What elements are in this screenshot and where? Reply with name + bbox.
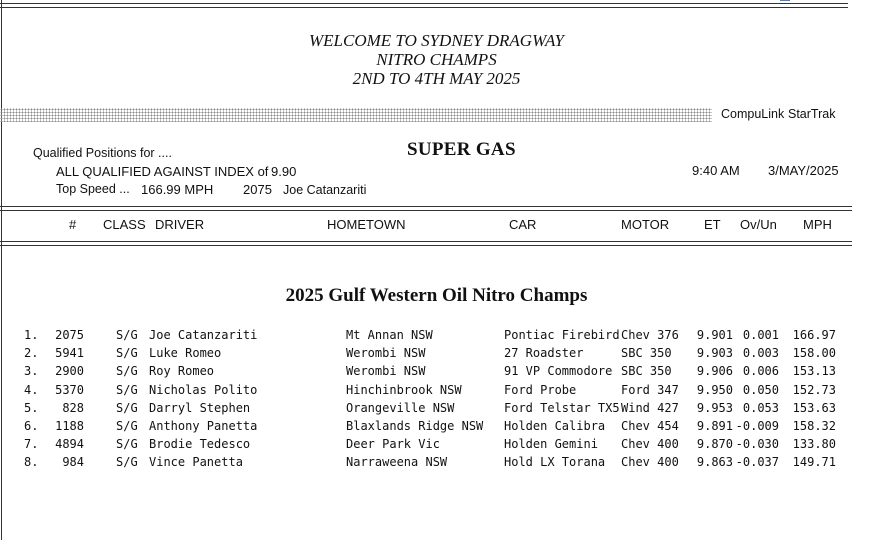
cell-ov-un: 0.053	[742, 400, 779, 415]
brand-compulink: CompuLink	[721, 107, 785, 121]
cell-car: 91 VP Commodore	[504, 364, 613, 379]
cell-car-number: 2900	[55, 364, 84, 379]
col-driver: DRIVER	[155, 217, 205, 232]
cell-position: 2.	[24, 346, 39, 361]
cell-driver: Roy Romeo	[149, 364, 215, 379]
col-ovun: Ov/Un	[740, 217, 777, 232]
report-date: 3/MAY/2025	[768, 163, 839, 178]
cell-et: 9.863	[696, 455, 733, 470]
cell-ov-un: -0.009	[735, 419, 779, 433]
table-row	[0, 364, 873, 382]
cell-mph: 149.71	[792, 455, 836, 470]
cell-motor: Chev 454	[621, 419, 679, 433]
cell-driver: Anthony Panetta	[149, 419, 258, 433]
cell-car: Pontiac Firebird	[504, 328, 620, 342]
col-et: ET	[704, 217, 721, 232]
cell-et: 9.953	[696, 400, 733, 415]
cell-et: 9.906	[696, 364, 733, 379]
index-value: 9.90	[271, 164, 297, 179]
cell-position: 6.	[24, 419, 39, 433]
cell-class: S/G	[116, 364, 138, 379]
cell-driver: Vince Panetta	[149, 455, 243, 470]
cell-position: 8.	[24, 455, 39, 470]
column-header-top-rule-2	[0, 210, 852, 211]
table-row	[0, 346, 873, 364]
table-row	[0, 401, 873, 419]
cell-car-number: 5370	[55, 382, 84, 397]
cell-motor: Chev 400	[621, 437, 679, 452]
col-car: CAR	[509, 217, 537, 232]
cell-position: 4.	[24, 382, 39, 397]
event-title: 2025 Gulf Western Oil Nitro Champs	[285, 285, 588, 306]
cell-hometown: Werombi NSW	[346, 364, 426, 379]
top-speed-value: 166.99 MPH	[141, 182, 214, 197]
cell-class: S/G	[116, 400, 138, 415]
cell-hometown: Werombi NSW	[346, 346, 426, 361]
cell-car-number: 1188	[55, 419, 84, 433]
cell-et: 9.891	[696, 419, 733, 433]
cell-motor: SBC 350	[621, 346, 672, 361]
cell-hometown: Narraweena NSW	[346, 455, 448, 470]
cell-driver: Brodie Tedesco	[149, 437, 251, 452]
col-mph: MPH	[803, 217, 832, 232]
cell-class: S/G	[116, 328, 138, 342]
cell-ov-un: 0.003	[742, 346, 779, 361]
cell-hometown: Deer Park Vic	[346, 437, 440, 452]
cell-car: Ford Probe	[504, 382, 577, 397]
cell-motor: Ford 347	[621, 382, 679, 397]
top-rule	[0, 3, 848, 4]
cell-position: 1.	[24, 328, 39, 342]
cell-ov-un: 0.001	[742, 328, 779, 342]
cell-et: 9.950	[696, 382, 733, 397]
col-num: #	[69, 217, 77, 232]
cell-car-number: 984	[62, 455, 84, 470]
col-hometown: HOMETOWN	[327, 217, 406, 232]
report-time: 9:40 AM	[692, 163, 740, 178]
cell-car-number: 2075	[55, 328, 84, 342]
cell-car-number: 828	[62, 400, 84, 415]
cell-motor: SBC 350	[621, 364, 672, 379]
cell-car: 27 Roadster	[504, 346, 584, 361]
cell-ov-un: 0.050	[742, 382, 779, 397]
cell-class: S/G	[116, 346, 138, 361]
cell-mph: 153.13	[792, 364, 836, 379]
cell-hometown: Blaxlands Ridge NSW	[346, 419, 484, 433]
cell-driver: Darryl Stephen	[149, 400, 251, 415]
cell-motor: Chev 376	[621, 328, 679, 342]
header-line-1: WELCOME TO SYDNEY DRAGWAY	[309, 31, 564, 50]
cell-et: 9.903	[696, 346, 733, 361]
cell-mph: 133.80	[792, 437, 836, 452]
cell-car: Ford Telstar TX5	[504, 400, 620, 415]
col-motor: MOTOR	[621, 217, 670, 232]
brand-startrak: StarTrak	[788, 107, 836, 121]
top-speed-label: Top Speed ...	[56, 182, 130, 196]
cell-mph: 152.73	[792, 382, 836, 397]
top-rule-2	[0, 7, 848, 8]
table-row	[0, 328, 873, 346]
cell-car-number: 4894	[55, 437, 84, 452]
cell-et: 9.870	[696, 437, 733, 452]
cell-class: S/G	[116, 419, 138, 433]
top-speed-driver: Joe Catanzariti	[283, 183, 367, 197]
cell-position: 3.	[24, 364, 39, 379]
table-row	[0, 419, 873, 437]
cell-car: Holden Gemini	[504, 437, 598, 452]
column-header-bottom-rule	[0, 241, 852, 242]
table-row	[0, 455, 873, 473]
cell-class: S/G	[116, 455, 138, 470]
cell-class: S/G	[116, 437, 138, 452]
header-line-2: NITRO CHAMPS	[376, 50, 497, 69]
cell-mph: 166.97	[792, 328, 836, 342]
cell-position: 7.	[24, 437, 39, 452]
cell-mph: 158.00	[792, 346, 836, 361]
index-label: ALL QUALIFIED AGAINST INDEX of	[56, 164, 269, 179]
cell-ov-un: 0.006	[742, 364, 779, 379]
cell-motor: Chev 400	[621, 455, 679, 470]
cell-position: 5.	[24, 400, 39, 415]
dotted-separator	[0, 108, 712, 122]
cell-car: Hold LX Torana	[504, 455, 606, 470]
col-class: CLASS	[103, 217, 146, 232]
table-row	[0, 383, 873, 401]
cell-car: Holden Calibra	[504, 419, 606, 433]
top-speed-car: 2075	[243, 182, 272, 197]
cell-mph: 153.63	[792, 400, 836, 415]
cell-hometown: Hinchinbrook NSW	[346, 382, 462, 397]
cell-class: S/G	[116, 382, 138, 397]
cell-ov-un: -0.037	[735, 455, 779, 470]
cell-ov-un: -0.030	[735, 437, 779, 452]
cell-driver: Luke Romeo	[149, 346, 222, 361]
qualified-for-label: Qualified Positions for ....	[33, 146, 172, 160]
table-row	[0, 437, 873, 455]
cell-driver: Joe Catanzariti	[149, 328, 258, 342]
cell-car-number: 5941	[55, 346, 84, 361]
column-header-bottom-rule-2	[0, 245, 852, 246]
cell-hometown: Orangeville NSW	[346, 400, 455, 415]
cell-et: 9.901	[696, 328, 733, 342]
cell-driver: Nicholas Polito	[149, 382, 258, 397]
cell-hometown: Mt Annan NSW	[346, 328, 433, 342]
header-line-3: 2ND TO 4TH MAY 2025	[352, 69, 521, 88]
column-header-top-rule	[0, 206, 852, 207]
cell-mph: 158.32	[792, 419, 836, 433]
class-title: SUPER GAS	[407, 139, 516, 160]
cell-motor: Wind 427	[621, 400, 679, 415]
